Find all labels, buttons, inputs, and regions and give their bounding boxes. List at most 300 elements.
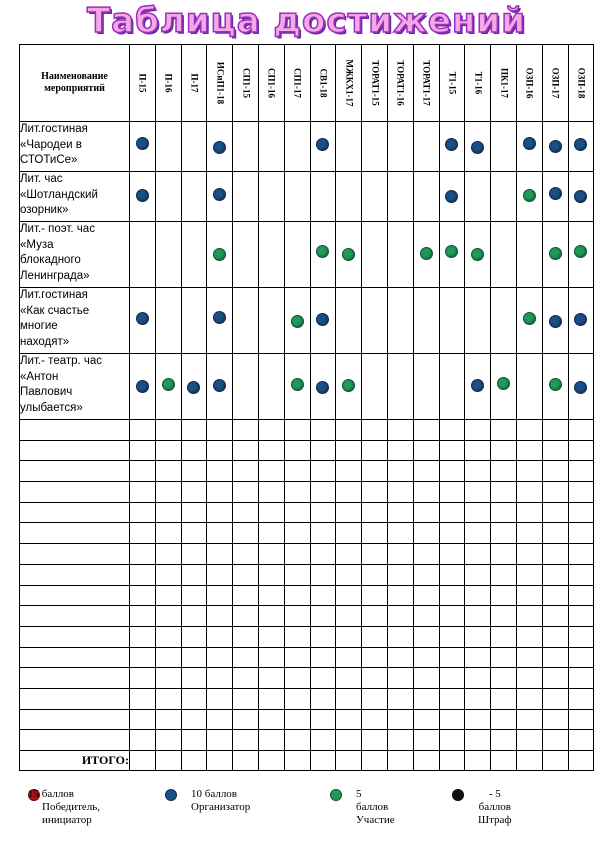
empty-cell xyxy=(491,502,517,523)
black-dot-icon xyxy=(452,789,464,801)
empty-row xyxy=(20,544,594,565)
green-dot-icon xyxy=(316,245,329,258)
score-cell xyxy=(362,222,388,288)
empty-cell xyxy=(130,482,156,503)
score-cell xyxy=(258,288,284,354)
score-cell xyxy=(181,288,207,354)
empty-cell xyxy=(439,461,465,482)
score-cell xyxy=(387,222,413,288)
empty-cell xyxy=(155,502,181,523)
table-header-row xyxy=(20,45,594,122)
empty-cell xyxy=(20,647,130,668)
empty-cell xyxy=(362,482,388,503)
empty-row xyxy=(20,647,594,668)
green-dot-icon xyxy=(213,248,226,261)
empty-cell xyxy=(336,564,362,585)
empty-cell xyxy=(130,440,156,461)
empty-cell xyxy=(336,482,362,503)
empty-cell xyxy=(542,461,568,482)
score-cell xyxy=(284,122,310,172)
empty-cell xyxy=(387,730,413,751)
empty-cell xyxy=(568,502,594,523)
empty-cell xyxy=(130,544,156,565)
empty-cell xyxy=(310,585,336,606)
empty-cell xyxy=(20,709,130,730)
empty-cell xyxy=(258,647,284,668)
total-cell xyxy=(516,751,542,771)
total-cell xyxy=(130,751,156,771)
empty-cell xyxy=(155,461,181,482)
empty-cell xyxy=(542,730,568,751)
empty-cell xyxy=(568,626,594,647)
empty-cell xyxy=(130,688,156,709)
empty-cell xyxy=(258,709,284,730)
empty-cell xyxy=(413,709,439,730)
score-cell xyxy=(465,122,491,172)
empty-cell xyxy=(336,626,362,647)
empty-cell xyxy=(336,688,362,709)
empty-cell xyxy=(181,461,207,482)
column-header-label: ПК1-17 xyxy=(499,67,510,99)
empty-cell xyxy=(310,482,336,503)
score-cell xyxy=(130,288,156,354)
total-cell xyxy=(336,751,362,771)
empty-cell xyxy=(258,730,284,751)
score-cell xyxy=(336,172,362,222)
empty-cell xyxy=(310,688,336,709)
empty-cell xyxy=(233,626,259,647)
empty-cell xyxy=(20,440,130,461)
score-cell xyxy=(207,288,233,354)
column-header xyxy=(258,45,284,122)
table-row xyxy=(20,288,594,354)
empty-cell xyxy=(258,606,284,627)
blue-dot-icon xyxy=(213,188,226,201)
empty-row xyxy=(20,709,594,730)
empty-cell xyxy=(207,606,233,627)
empty-row xyxy=(20,585,594,606)
blue-dot-icon xyxy=(574,138,587,151)
empty-cell xyxy=(491,626,517,647)
empty-cell xyxy=(465,709,491,730)
empty-cell xyxy=(284,585,310,606)
empty-cell xyxy=(516,709,542,730)
empty-cell xyxy=(258,668,284,689)
event-name: Лит. час «Шотландский озорник» xyxy=(20,172,130,222)
score-cell xyxy=(258,122,284,172)
score-cell xyxy=(362,288,388,354)
empty-cell xyxy=(439,668,465,689)
empty-cell xyxy=(20,564,130,585)
empty-cell xyxy=(387,420,413,441)
empty-cell xyxy=(155,585,181,606)
empty-cell xyxy=(284,564,310,585)
blue-dot-icon xyxy=(213,379,226,392)
empty-cell xyxy=(516,647,542,668)
blue-dot-icon xyxy=(549,187,562,200)
empty-cell xyxy=(258,420,284,441)
blue-dot-icon xyxy=(213,141,226,154)
empty-cell xyxy=(20,730,130,751)
blue-dot-icon xyxy=(136,312,149,325)
empty-cell xyxy=(284,523,310,544)
score-cell xyxy=(233,122,259,172)
empty-cell xyxy=(310,461,336,482)
empty-cell xyxy=(310,564,336,585)
empty-cell xyxy=(542,647,568,668)
empty-cell xyxy=(130,606,156,627)
green-dot-icon xyxy=(342,248,355,261)
empty-cell xyxy=(181,544,207,565)
empty-cell xyxy=(387,709,413,730)
empty-cell xyxy=(284,668,310,689)
empty-cell xyxy=(387,688,413,709)
table-row xyxy=(20,222,594,288)
empty-cell xyxy=(258,585,284,606)
empty-cell xyxy=(310,502,336,523)
empty-cell xyxy=(362,440,388,461)
empty-cell xyxy=(465,461,491,482)
score-cell xyxy=(491,354,517,420)
event-name: Лит.гостиная «Чародеи в СТОТиСе» xyxy=(20,122,130,172)
score-cell xyxy=(181,222,207,288)
empty-cell xyxy=(258,440,284,461)
empty-cell xyxy=(258,482,284,503)
empty-cell xyxy=(284,440,310,461)
column-header-label: ТОРАТ1-15 xyxy=(370,60,381,106)
empty-cell xyxy=(491,420,517,441)
column-header-label: ОЗП-18 xyxy=(576,67,587,99)
score-cell xyxy=(439,354,465,420)
empty-row xyxy=(20,440,594,461)
score-cell xyxy=(439,172,465,222)
green-dot-icon xyxy=(420,247,433,260)
empty-cell xyxy=(20,502,130,523)
empty-cell xyxy=(542,626,568,647)
column-header-label: СП1-15 xyxy=(241,68,252,98)
empty-cell xyxy=(284,544,310,565)
empty-cell xyxy=(413,502,439,523)
score-cell xyxy=(387,122,413,172)
score-cell xyxy=(465,288,491,354)
empty-cell xyxy=(542,709,568,730)
empty-cell xyxy=(20,420,130,441)
empty-cell xyxy=(387,440,413,461)
empty-cell xyxy=(310,440,336,461)
empty-cell xyxy=(284,709,310,730)
empty-cell xyxy=(130,668,156,689)
empty-cell xyxy=(465,544,491,565)
green-dot-icon xyxy=(471,248,484,261)
column-header-label: СП1-16 xyxy=(266,68,277,98)
empty-cell xyxy=(465,606,491,627)
empty-cell xyxy=(568,482,594,503)
blue-dot-icon xyxy=(549,315,562,328)
column-header xyxy=(439,45,465,122)
empty-cell xyxy=(233,647,259,668)
blue-dot-icon xyxy=(316,313,329,326)
score-cell xyxy=(439,288,465,354)
empty-row xyxy=(20,502,594,523)
empty-cell xyxy=(155,668,181,689)
empty-cell xyxy=(181,730,207,751)
score-cell xyxy=(516,354,542,420)
empty-cell xyxy=(207,502,233,523)
empty-cell xyxy=(233,585,259,606)
empty-cell xyxy=(258,523,284,544)
empty-cell xyxy=(20,606,130,627)
score-cell xyxy=(542,172,568,222)
empty-cell xyxy=(155,626,181,647)
score-cell xyxy=(181,354,207,420)
empty-row xyxy=(20,564,594,585)
score-cell xyxy=(233,172,259,222)
empty-cell xyxy=(207,420,233,441)
empty-cell xyxy=(439,647,465,668)
empty-cell xyxy=(310,626,336,647)
empty-cell xyxy=(233,440,259,461)
column-header-label: П-17 xyxy=(189,73,200,93)
empty-cell xyxy=(362,564,388,585)
score-cell xyxy=(258,354,284,420)
empty-cell xyxy=(336,647,362,668)
green-dot-icon xyxy=(330,789,342,801)
score-cell xyxy=(568,222,594,288)
empty-cell xyxy=(336,523,362,544)
green-dot-icon xyxy=(549,247,562,260)
empty-cell xyxy=(568,564,594,585)
score-cell xyxy=(413,222,439,288)
empty-cell xyxy=(387,523,413,544)
empty-cell xyxy=(387,482,413,503)
empty-cell xyxy=(130,502,156,523)
empty-cell xyxy=(207,626,233,647)
empty-cell xyxy=(491,482,517,503)
blue-dot-icon xyxy=(136,189,149,202)
empty-cell xyxy=(181,585,207,606)
empty-cell xyxy=(387,647,413,668)
total-cell xyxy=(568,751,594,771)
empty-cell xyxy=(516,688,542,709)
empty-cell xyxy=(362,606,388,627)
empty-cell xyxy=(20,585,130,606)
empty-cell xyxy=(542,564,568,585)
empty-cell xyxy=(155,730,181,751)
empty-cell xyxy=(491,440,517,461)
empty-cell xyxy=(181,440,207,461)
empty-cell xyxy=(542,585,568,606)
empty-cell xyxy=(387,668,413,689)
empty-cell xyxy=(362,647,388,668)
empty-cell xyxy=(233,502,259,523)
empty-cell xyxy=(155,523,181,544)
empty-cell xyxy=(336,544,362,565)
score-cell xyxy=(413,288,439,354)
score-cell xyxy=(413,122,439,172)
column-header-label: Т1-15 xyxy=(447,71,458,95)
empty-cell xyxy=(542,502,568,523)
score-cell xyxy=(465,354,491,420)
empty-cell xyxy=(181,502,207,523)
score-cell xyxy=(284,222,310,288)
empty-cell xyxy=(207,461,233,482)
empty-cell xyxy=(387,606,413,627)
empty-cell xyxy=(207,730,233,751)
score-cell xyxy=(207,222,233,288)
empty-cell xyxy=(284,647,310,668)
empty-cell xyxy=(20,482,130,503)
score-cell xyxy=(336,354,362,420)
empty-cell xyxy=(130,523,156,544)
score-cell xyxy=(568,172,594,222)
empty-cell xyxy=(258,544,284,565)
empty-cell xyxy=(362,544,388,565)
score-cell xyxy=(516,172,542,222)
empty-cell xyxy=(568,461,594,482)
empty-cell xyxy=(439,502,465,523)
empty-cell xyxy=(181,420,207,441)
empty-row xyxy=(20,626,594,647)
empty-cell xyxy=(362,730,388,751)
total-cell xyxy=(542,751,568,771)
empty-cell xyxy=(336,606,362,627)
score-cell xyxy=(568,122,594,172)
blue-dot-icon xyxy=(574,381,587,394)
score-cell xyxy=(310,172,336,222)
empty-cell xyxy=(155,440,181,461)
blue-dot-icon xyxy=(213,311,226,324)
score-cell xyxy=(491,122,517,172)
empty-cell xyxy=(258,688,284,709)
empty-cell xyxy=(439,440,465,461)
column-header xyxy=(465,45,491,122)
column-header xyxy=(413,45,439,122)
empty-cell xyxy=(387,461,413,482)
green-dot-icon xyxy=(291,378,304,391)
total-cell xyxy=(413,751,439,771)
event-name: Лит.- театр. час «Антон Павлович улыбается» xyxy=(20,354,130,420)
empty-cell xyxy=(207,668,233,689)
empty-cell xyxy=(465,523,491,544)
event-name: Лит.гостиная «Как счастье многие находят» xyxy=(20,288,130,354)
empty-cell xyxy=(362,626,388,647)
empty-cell xyxy=(336,461,362,482)
score-cell xyxy=(207,354,233,420)
blue-dot-icon xyxy=(187,381,200,394)
score-cell xyxy=(233,354,259,420)
empty-cell xyxy=(336,440,362,461)
column-header xyxy=(491,45,517,122)
empty-cell xyxy=(542,606,568,627)
column-header xyxy=(181,45,207,122)
empty-cell xyxy=(387,626,413,647)
empty-cell xyxy=(207,688,233,709)
score-cell xyxy=(258,172,284,222)
total-cell xyxy=(310,751,336,771)
blue-dot-icon xyxy=(523,137,536,150)
empty-cell xyxy=(130,420,156,441)
green-dot-icon xyxy=(549,378,562,391)
empty-cell xyxy=(542,523,568,544)
score-cell xyxy=(181,122,207,172)
legend-text: 5 баллов Участие xyxy=(356,788,395,826)
empty-cell xyxy=(491,564,517,585)
empty-cell xyxy=(465,626,491,647)
empty-cell xyxy=(465,440,491,461)
empty-cell xyxy=(207,564,233,585)
empty-cell xyxy=(155,482,181,503)
empty-cell xyxy=(310,647,336,668)
empty-cell xyxy=(439,688,465,709)
column-header xyxy=(284,45,310,122)
empty-cell xyxy=(413,482,439,503)
empty-cell xyxy=(413,730,439,751)
score-cell xyxy=(465,172,491,222)
empty-cell xyxy=(413,420,439,441)
score-cell xyxy=(542,222,568,288)
score-cell xyxy=(491,288,517,354)
empty-row xyxy=(20,688,594,709)
empty-cell xyxy=(362,461,388,482)
empty-cell xyxy=(542,668,568,689)
empty-cell xyxy=(310,709,336,730)
blue-dot-icon xyxy=(136,137,149,150)
column-header-label: ОЗП-17 xyxy=(550,67,561,99)
blue-dot-icon xyxy=(471,379,484,392)
empty-cell xyxy=(310,606,336,627)
empty-cell xyxy=(284,482,310,503)
column-header xyxy=(233,45,259,122)
empty-cell xyxy=(362,688,388,709)
empty-cell xyxy=(568,606,594,627)
score-cell xyxy=(542,288,568,354)
column-header-label: П-16 xyxy=(163,73,174,93)
empty-cell xyxy=(516,626,542,647)
score-cell xyxy=(568,354,594,420)
blue-dot-icon xyxy=(549,140,562,153)
empty-cell xyxy=(491,585,517,606)
empty-cell xyxy=(207,482,233,503)
empty-cell xyxy=(387,544,413,565)
score-cell xyxy=(439,122,465,172)
score-cell xyxy=(310,354,336,420)
column-header-label: ИСиП1-18 xyxy=(215,61,226,105)
empty-cell xyxy=(568,730,594,751)
empty-cell xyxy=(362,502,388,523)
score-cell xyxy=(336,288,362,354)
empty-cell xyxy=(568,647,594,668)
column-header xyxy=(336,45,362,122)
empty-cell xyxy=(258,626,284,647)
empty-cell xyxy=(20,668,130,689)
empty-cell xyxy=(181,668,207,689)
score-cell xyxy=(233,222,259,288)
empty-cell xyxy=(516,502,542,523)
empty-cell xyxy=(155,688,181,709)
empty-cell xyxy=(542,482,568,503)
empty-cell xyxy=(284,461,310,482)
empty-cell xyxy=(568,440,594,461)
empty-cell xyxy=(284,730,310,751)
empty-cell xyxy=(413,585,439,606)
empty-cell xyxy=(233,482,259,503)
empty-cell xyxy=(568,688,594,709)
empty-cell xyxy=(568,585,594,606)
empty-cell xyxy=(387,585,413,606)
column-header xyxy=(362,45,388,122)
empty-cell xyxy=(439,585,465,606)
score-cell xyxy=(130,172,156,222)
